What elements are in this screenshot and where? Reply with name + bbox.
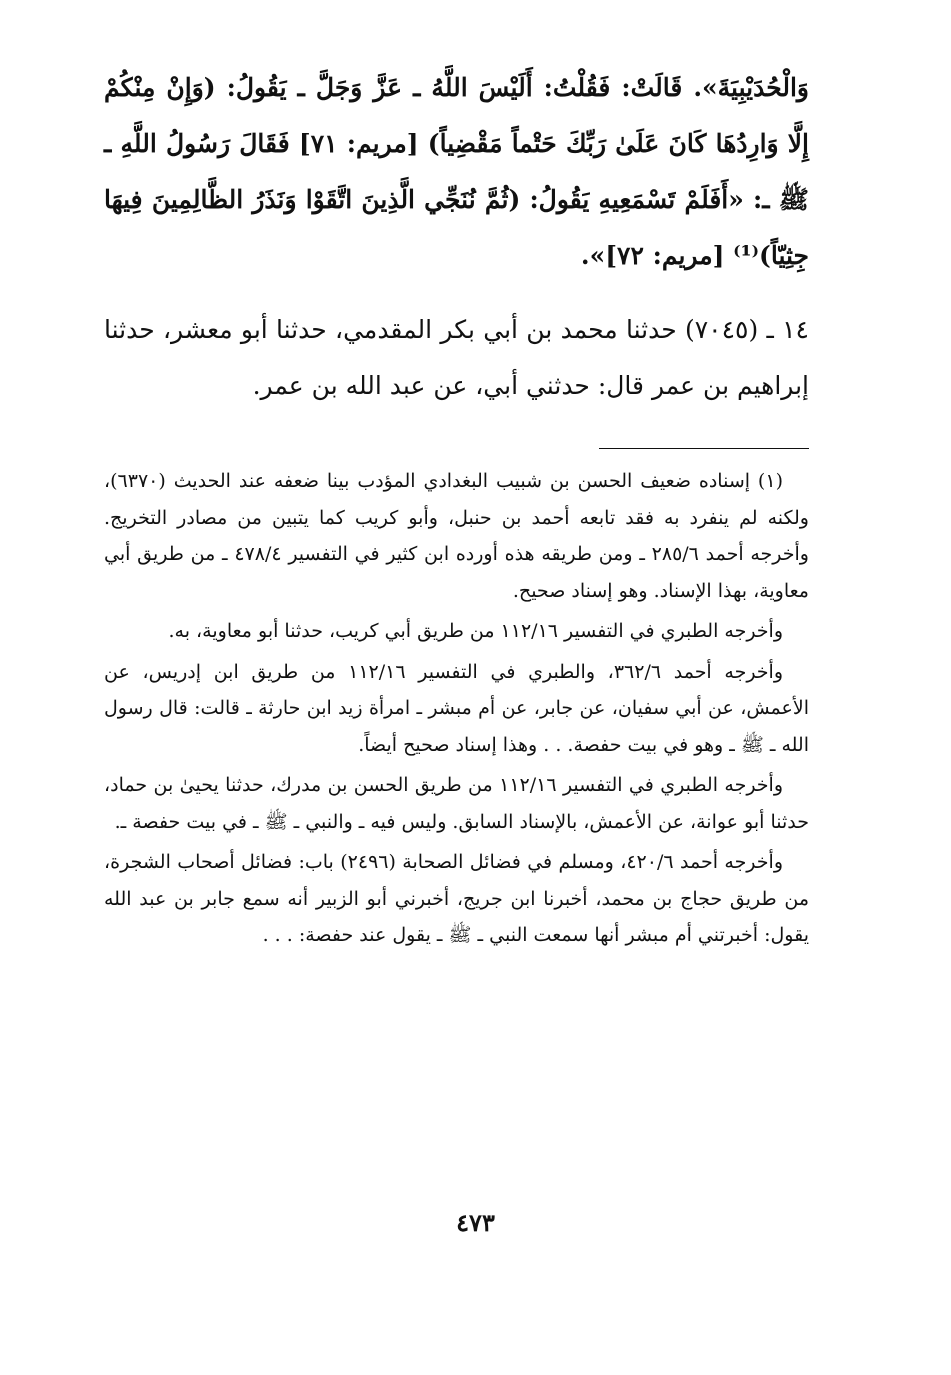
footnote-paragraph-5: وأخرجه أحمد ٤٢٠/٦، ومسلم في فضائل الصحابة (٢٤٩٦) باب: فضائل أصحاب الشجرة، من طريق حجاج بن محمد، أخبرنا ابن جريج، أخبرني أبو الزبير أنه سمع جابر بن عبد الله يقول: أخبرتني أم مبشر أنها سمعت النبي ـ ﷺ ـ يقول عند حفصة: . . . bbox=[104, 851, 809, 946]
footnote-paragraph-2: وأخرجه الطبري في التفسير ١١٢/١٦ من طريق أبي كريب، حدثنا أبو معاوية، به. bbox=[168, 620, 783, 642]
footnote-divider bbox=[599, 448, 809, 449]
footnotes bbox=[104, 463, 809, 954]
footnote-paragraph-4: وأخرجه الطبري في التفسير ١١٢/١٦ من طريق الحسن بن مدرك، حدثنا يحيىٰ بن حماد، حدثنا أبو عوانة، عن الأعمش، بالإسناد السابق. وليس فيه ـ والنبي ـ ﷺ ـ في بيت حفصة ـ. bbox=[104, 774, 809, 833]
main-text bbox=[104, 60, 809, 414]
hadith-14-chain: ١٤ ـ (٧٠٤٥) حدثنا محمد بن أبي بكر المقدمي، حدثنا أبو معشر، حدثنا إبراهيم بن عمر قال: حدثني أبي، عن عبد الله بن عمر. bbox=[104, 315, 809, 400]
footnote-paragraph-3: وأخرجه أحمد ٣٦٢/٦، والطبري في التفسير ١١٢/١٦ من طريق ابن إدريس، عن الأعمش، عن أبي سفيان، عن جابر، عن أم مبشر ـ امرأة زيد ابن حارثة ـ قالت: قال رسول الله ـ ﷺ ـ وهو في بيت حفصة. . . وهذا إسناد صحيح أيضاً. bbox=[104, 660, 809, 756]
hadith-continuation: وَالْحُدَيْبِيَةَ». قَالَتْ: فَقُلْتُ: أَلَيْسَ اللَّهُ ـ عَزَّ وَجَلَّ ـ يَقُولُ: (وَإِنْ مِنْكُمْ إِلَّا وَارِدُهَا كَانَ عَلَىٰ رَبِّكَ حَتْماً مَقْضِياً) [مريم: ٧١] فَقَالَ رَسُولُ اللَّهِ ـ ﷺ ـ: «أَفَلَمْ تَسْمَعِيهِ يَقُولُ: (ثُمَّ نُنَجِّي الَّذِينَ اتَّقَوْا وَنَذَرُ الظَّالِمِينَ فِيهَا جِثِيّاً)⁽¹⁾ [مريم: ٧٢]». bbox=[104, 73, 810, 270]
page-number: ٤٧٣ bbox=[456, 1208, 495, 1237]
footnote-1: (١) إسناده ضعيف الحسن بن شبيب البغدادي المؤدب بينا ضعفه عند الحديث (٦٣٧٠)، ولكنه لم ينفرد به فقد تابعه أحمد بن حنبل، وأبو كريب كما يتبين من مصادر التخريج. وأخرجه أحمد ٢٨٥/٦ ـ ومن طريقه هذه أورده ابن كثير في التفسير ٤٧٨/٤ ـ من طريق أبي معاوية، بهذا الإسناد. وهو إسناد صحيح. bbox=[104, 470, 809, 602]
book-page bbox=[104, 60, 809, 958]
